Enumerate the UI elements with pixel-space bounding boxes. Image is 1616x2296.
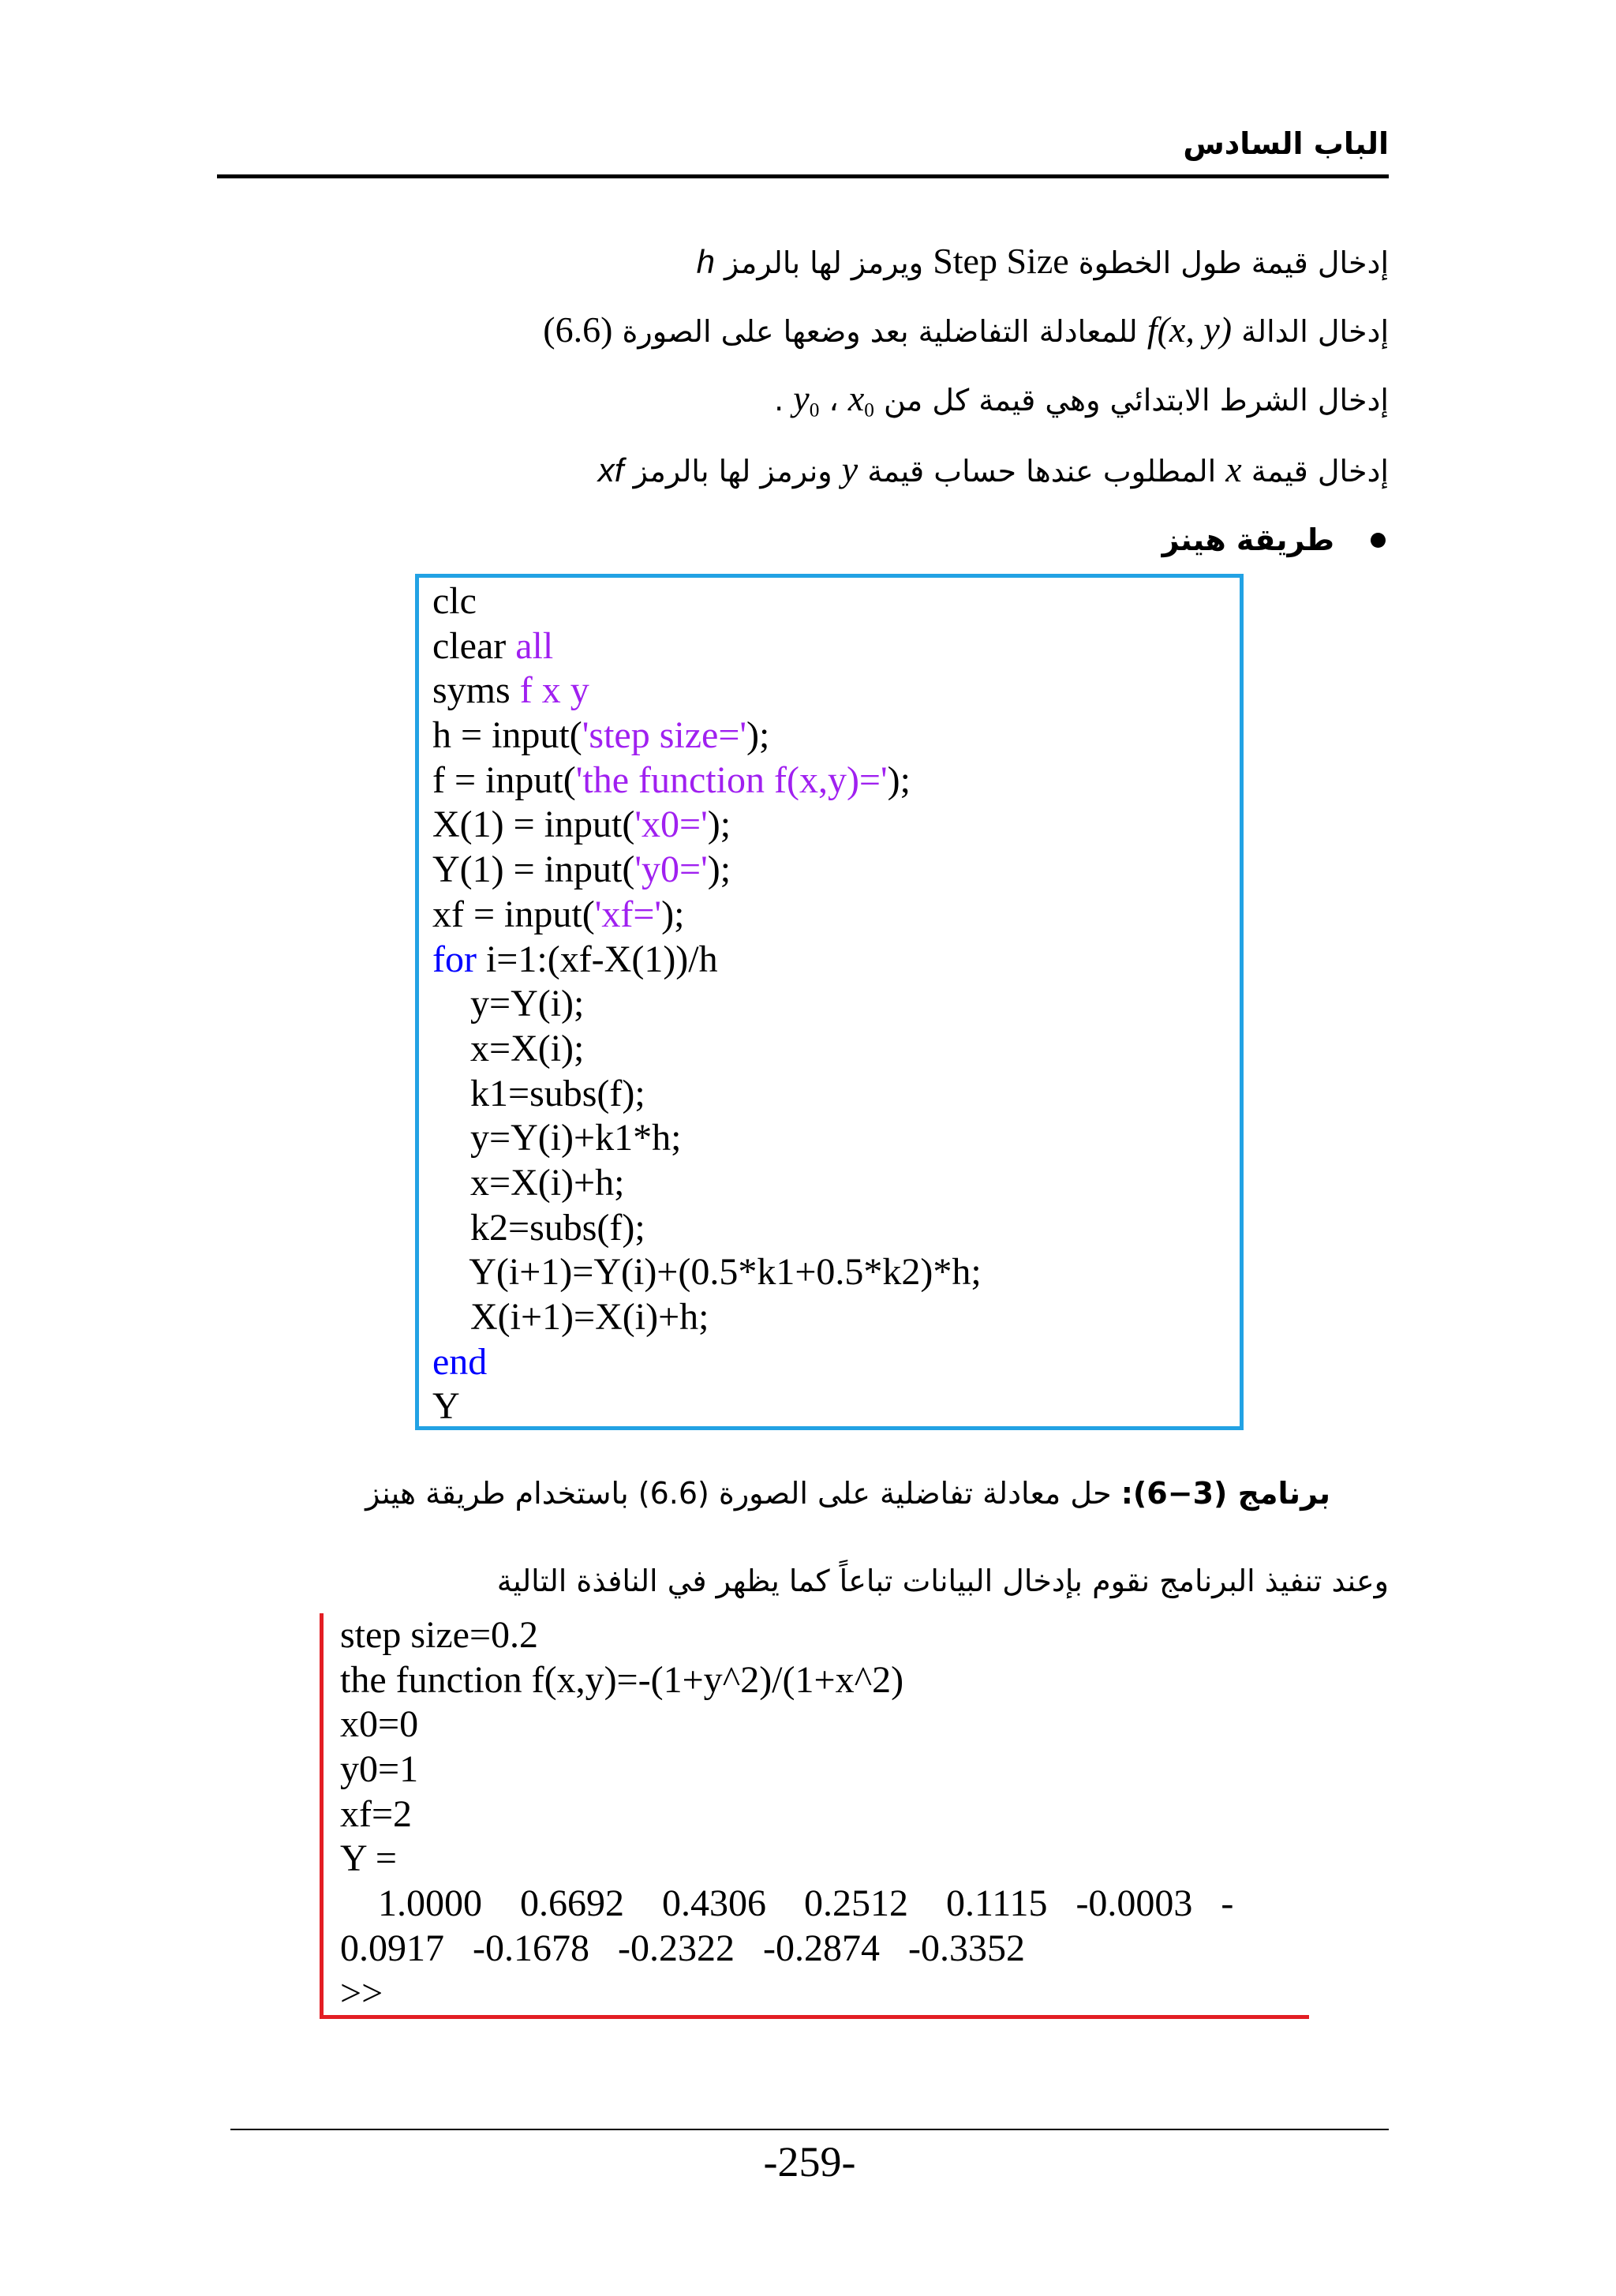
code-line (432, 1295, 982, 1340)
code-token-plain: Y (432, 1385, 460, 1428)
initial-x-symbol (847, 378, 874, 421)
header-rule (217, 174, 1389, 178)
code-line (432, 579, 982, 624)
code-token-string: f x y (519, 669, 589, 712)
step-4-text-start: إدخال قيمة (1251, 454, 1389, 489)
step-2-text-middle: للمعادلة التفاضلية بعد وضعها على الصورة (622, 314, 1138, 349)
code-token-plain: syms (432, 669, 520, 712)
code-token-keyword: end (432, 1340, 488, 1383)
x-symbol: x (1225, 449, 1242, 489)
code-line (432, 758, 982, 803)
step-3-text-start: إدخال الشرط الابتدائي وهي قيمة كل من (884, 383, 1389, 418)
code-token-keyword: for (432, 938, 477, 980)
program-caption (365, 1470, 1330, 1517)
code-token-plain: ); (707, 803, 731, 846)
output-line: xf=2 (340, 1792, 413, 1835)
code-line (432, 669, 982, 714)
step-4-text-middle: المطلوب عندها حساب قيمة (867, 454, 1217, 489)
code-token-plain: Y(i+1)=Y(i)+(0.5*k1+0.5*k2)*h; (432, 1251, 982, 1294)
code-line (432, 1384, 982, 1429)
code-token-plain: i=1:(xf-X(1))/h (476, 938, 718, 980)
code-line (432, 1072, 982, 1117)
code-line (432, 1027, 982, 1072)
code-token-plain: X(i+1)=X(i)+h; (432, 1296, 709, 1338)
code-line (432, 848, 982, 893)
output-line: 0.0917 -0.1678 -0.2322 -0.2874 -0.3352 (340, 1927, 1025, 1969)
output-line: the function f(x,y)=-(1+y^2)/(1+x^2) (340, 1658, 904, 1701)
program-caption-label: برنامج (3−6): (1120, 1476, 1330, 1511)
code-token-string: 'the function f(x,y)=' (575, 758, 888, 801)
code-token-string: 'y0=' (634, 848, 708, 891)
code-token-plain: X(1) = input( (432, 803, 635, 846)
initial-x-subscript: 0 (864, 399, 874, 421)
code-line (432, 714, 982, 758)
equation-reference: (6.6) (543, 309, 613, 350)
code-line (432, 1250, 982, 1295)
step-1-text-start: إدخال قيمة طول الخطوة (1078, 245, 1389, 280)
code-token-plain: x=X(i); (432, 1027, 585, 1069)
code-line (432, 893, 982, 938)
code-listing-box (415, 574, 1244, 1430)
chapter-title: الباب السادس (1183, 126, 1389, 161)
step-size-term: Step Size (933, 241, 1069, 281)
code-token-plain: ); (746, 714, 770, 757)
code-token-plain: k1=subs(f); (432, 1072, 645, 1114)
code-line (432, 624, 982, 669)
program-caption-text: حل معادلة تفاضلية على الصورة (6.6) باستخدام طريقة هينز (365, 1476, 1112, 1511)
initial-y-subscript: 0 (809, 399, 820, 421)
code-token-string: 'step size=' (582, 714, 747, 757)
code-token-plain: ); (661, 893, 685, 935)
bullet-icon (1371, 533, 1386, 548)
step-3-line (774, 375, 1389, 422)
code-token-plain: ); (887, 758, 911, 801)
code-line (432, 938, 982, 983)
code-token-plain: Y(1) = input( (432, 848, 635, 891)
code-line (432, 1206, 982, 1251)
footer-rule (230, 2129, 1389, 2130)
arabic-comma: ، (829, 383, 839, 418)
page-number: -259- (763, 2138, 856, 2186)
code-line (432, 803, 982, 848)
code-token-plain: ); (707, 848, 731, 891)
output-line: Y = (340, 1837, 397, 1880)
output-lines (340, 1613, 1233, 2016)
code-line (432, 1161, 982, 1206)
step-4-text-end: ونرمز لها بالرمز (633, 454, 832, 489)
function-expression: f(x, y) (1147, 309, 1233, 350)
step-3-period: . (774, 383, 784, 418)
code-line (432, 982, 982, 1027)
output-line: >> (340, 1972, 383, 2014)
code-token-plain: h = input( (432, 714, 582, 757)
step-4-line (598, 446, 1389, 493)
initial-y-base: y (793, 378, 810, 418)
code-token-string: 'x0=' (634, 803, 708, 846)
code-token-string: 'xf=' (594, 893, 662, 935)
output-line: x0=0 (340, 1703, 419, 1746)
step-2-line (543, 306, 1389, 354)
code-line (432, 1116, 982, 1161)
output-line: y0=1 (340, 1748, 419, 1791)
command-window-output (320, 1613, 1309, 2019)
code-token-plain: x=X(i)+h; (432, 1161, 625, 1204)
code-token-plain: f = input( (432, 758, 576, 801)
step-size-symbol: h (696, 243, 715, 280)
initial-y-symbol (793, 378, 820, 421)
step-2-text-start: إدخال الدالة (1241, 314, 1389, 349)
initial-x-base: x (847, 378, 865, 418)
code-token-plain: y=Y(i); (432, 983, 585, 1025)
code-token-string: all (515, 624, 554, 667)
output-intro: وعند تنفيذ البرنامج نقوم بإدخال البيانات تباعاً كما يظهر في النافذة التالية (496, 1564, 1389, 1598)
code-token-plain: y=Y(i)+k1*h; (432, 1117, 682, 1159)
y-symbol: y (841, 449, 858, 489)
code-token-plain: clear (432, 624, 516, 667)
section-title: طريقة هينز (1162, 522, 1334, 557)
step-1-line (697, 238, 1389, 285)
code-token-plain: k2=subs(f); (432, 1206, 645, 1249)
output-line: step size=0.2 (340, 1614, 539, 1656)
code-listing (432, 579, 982, 1429)
code-token-plain: clc (432, 580, 477, 622)
step-1-text-middle: ويرمز لها بالرمز (724, 245, 924, 280)
output-line: 1.0000 0.6692 0.4306 0.2512 0.1115 -0.0003 - (340, 1882, 1234, 1925)
code-line (432, 1340, 982, 1385)
final-x-symbol: xf (597, 451, 624, 489)
code-token-plain: xf = input( (432, 893, 595, 935)
